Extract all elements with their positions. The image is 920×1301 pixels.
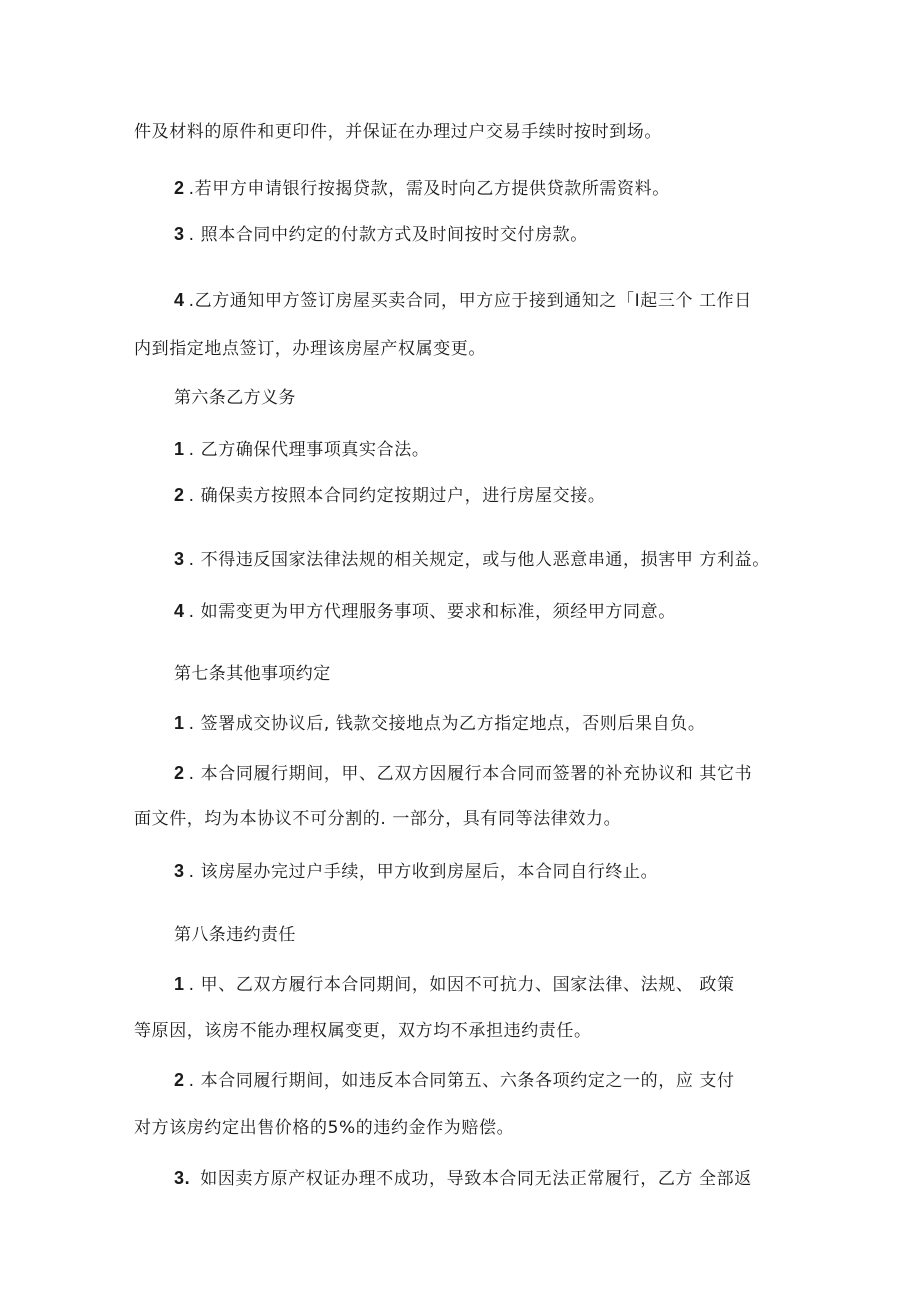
item-number: 3: [174, 224, 185, 244]
item-number: 3: [174, 861, 185, 881]
item-number: 2: [174, 1070, 185, 1090]
list-item-3: [174, 548, 770, 571]
line-text: . 本合同履行期间，如违反本合同第五、六条各项约定之一的，应 支付: [188, 1071, 735, 1091]
item-number: 1: [174, 713, 185, 733]
list-item-3: [174, 860, 658, 883]
paragraph-line: [134, 338, 486, 360]
list-item-3: [174, 1167, 752, 1190]
line-text: . 签署成交协议后, 钱款交接地点为乙方指定地点，否则后果自负。: [188, 714, 706, 734]
list-item-2: [174, 762, 752, 785]
list-item-2: [174, 484, 605, 507]
list-item-2: [174, 1069, 735, 1092]
line-text: 对方该房约定出售价格的5%的违约金作为赔偿。: [134, 1118, 515, 1138]
line-text: . 不得违反国家法律法规的相关规定，或与他人恶意串通，损害甲 方利益。: [188, 550, 770, 570]
heading-text: 第八条违约责任: [174, 925, 296, 945]
list-item-1: [174, 712, 705, 735]
item-number: 4: [174, 601, 185, 621]
item-number: 1: [174, 439, 185, 459]
item-number: 3: [174, 549, 185, 569]
line-text: . 该房屋办完过户手续，甲方收到房屋后，本合同自行终止。: [188, 862, 659, 882]
item-number: 3.: [174, 1168, 191, 1188]
paragraph-line: [134, 1117, 514, 1139]
line-text: 面文件，均为本协议不可分割的. 一部分，具有同等法律效力。: [134, 809, 622, 829]
line-text: 内到指定地点签订，办理该房屋产权属变更。: [134, 339, 486, 359]
line-text: .乙方通知甲方签订房屋买卖合同，甲方应于接到通知之「I起三个 工作日: [188, 291, 752, 311]
item-number: 1: [174, 974, 185, 994]
line-text: 等原因，该房不能办理权属变更，双方均不承担违约责任。: [134, 1021, 592, 1041]
section-heading-article-8: [174, 924, 296, 946]
line-text: . 乙方确保代理事项真实合法。: [188, 440, 430, 460]
heading-text: 第七条其他事项约定: [174, 664, 331, 684]
list-item-2: [174, 177, 670, 200]
list-item-3: [174, 223, 588, 246]
item-number: 4: [174, 290, 185, 310]
line-text: . 照本合同中约定的付款方式及时间按时交付房款。: [188, 225, 588, 245]
list-item-1: [174, 973, 735, 996]
line-text: 件及材料的原件和更印件，并保证在办理过户交易手续时按时到场。: [134, 122, 662, 142]
item-number: 2: [174, 485, 185, 505]
paragraph-line: [134, 1020, 592, 1042]
line-text: .若甲方申请银行按揭贷款，需及时向乙方提供贷款所需资料。: [188, 179, 670, 199]
section-heading-article-6: [174, 387, 296, 409]
line-text: . 确保卖方按照本合同约定按期过户，进行房屋交接。: [188, 486, 606, 506]
line-text: . 如需变更为甲方代理服务事项、要求和标准，须经甲方同意。: [188, 602, 676, 622]
list-item-4: [174, 600, 676, 623]
paragraph-line: [134, 121, 662, 143]
item-number: 2: [174, 763, 185, 783]
line-text: . 本合同履行期间，甲、乙双方因履行本合同而签署的补充协议和 其它书: [188, 764, 753, 784]
list-item-4: [174, 289, 752, 312]
heading-text: 第六条乙方义务: [174, 388, 296, 408]
section-heading-article-7: [174, 663, 331, 685]
line-text: . 甲、乙双方履行本合同期间，如因不可抗力、国家法律、法规、 政策: [188, 975, 735, 995]
paragraph-line: [134, 808, 621, 830]
item-number: 2: [174, 178, 185, 198]
list-item-1: [174, 438, 429, 461]
line-text: 如因卖方原产权证办理不成功，导致本合同无法正常履行，乙方 全部返: [194, 1169, 752, 1189]
